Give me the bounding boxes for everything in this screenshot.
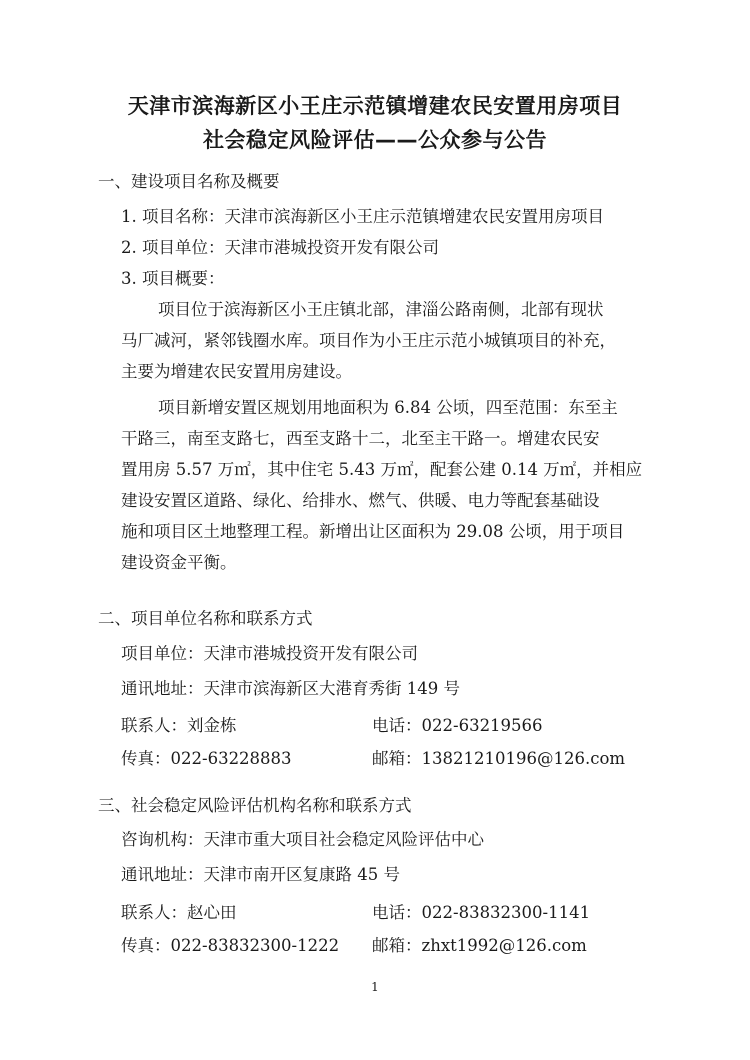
project-name-item: 1. 项目名称：天津市滨海新区小王庄示范镇增建农民安置用房项目: [121, 207, 604, 226]
document-title-line2: 社会稳定风险评估——公众参与公告: [203, 128, 547, 152]
project-overview-item: 3. 项目概要：: [121, 269, 225, 288]
section2-heading: 二、项目单位名称和联系方式: [98, 609, 313, 628]
overview-para1-line3: 主要为增建农民安置用房建设。: [121, 362, 352, 381]
agency-address: 通讯地址：天津市南开区复康路 45 号: [121, 865, 400, 884]
agency-email: 邮箱：zhxt1992@126.com: [372, 936, 587, 955]
overview-para2-line4: 建设安置区道路、绿化、给排水、燃气、供暖、电力等配套基础设: [121, 491, 600, 510]
unit-phone: 电话：022-63219566: [372, 716, 543, 735]
agency-fax: 传真：022-83832300-1222: [121, 936, 340, 955]
overview-para2-line2: 干路三，南至支路七，西至支路十二，北至主干路一。增建农民安: [121, 429, 600, 448]
unit-contact-person: 联系人：刘金栋: [121, 716, 237, 735]
unit-name: 项目单位：天津市港城投资开发有限公司: [121, 644, 418, 663]
unit-email: 邮箱：13821210196@126.com: [372, 749, 626, 768]
overview-para2-line1: 项目新增安置区规划用地面积为 6.84 公顷，四至范围：东至主: [158, 398, 618, 417]
agency-name: 咨询机构：天津市重大项目社会稳定风险评估中心: [121, 830, 484, 849]
agency-contact-person: 联系人：赵心田: [121, 903, 237, 922]
document-title-line1: 天津市滨海新区小王庄示范镇增建农民安置用房项目: [127, 94, 623, 118]
unit-address: 通讯地址：天津市滨海新区大港育秀街 149 号: [121, 679, 460, 698]
project-unit-item: 2. 项目单位：天津市港城投资开发有限公司: [121, 238, 439, 257]
overview-para1-line1: 项目位于滨海新区小王庄镇北部，津淄公路南侧，北部有现状: [158, 300, 604, 319]
agency-phone: 电话：022-83832300-1141: [372, 903, 591, 922]
page-number: 1: [371, 980, 379, 994]
unit-fax: 传真：022-63228883: [121, 749, 292, 768]
section1-heading: 一、建设项目名称及概要: [98, 172, 280, 191]
overview-para1-line2: 马厂减河，紧邻钱圈水库。项目作为小王庄示范小城镇项目的补充，: [121, 331, 616, 350]
overview-para2-line6: 建设资金平衡。: [121, 553, 237, 572]
overview-para2-line5: 施和项目区土地整理工程。新增出让区面积为 29.08 公顷，用于项目: [121, 522, 625, 541]
overview-para2-line3: 置用房 5.57 万㎡，其中住宅 5.43 万㎡，配套公建 0.14 万㎡，并相应: [121, 460, 643, 479]
section3-heading: 三、社会稳定风险评估机构名称和联系方式: [98, 796, 412, 815]
